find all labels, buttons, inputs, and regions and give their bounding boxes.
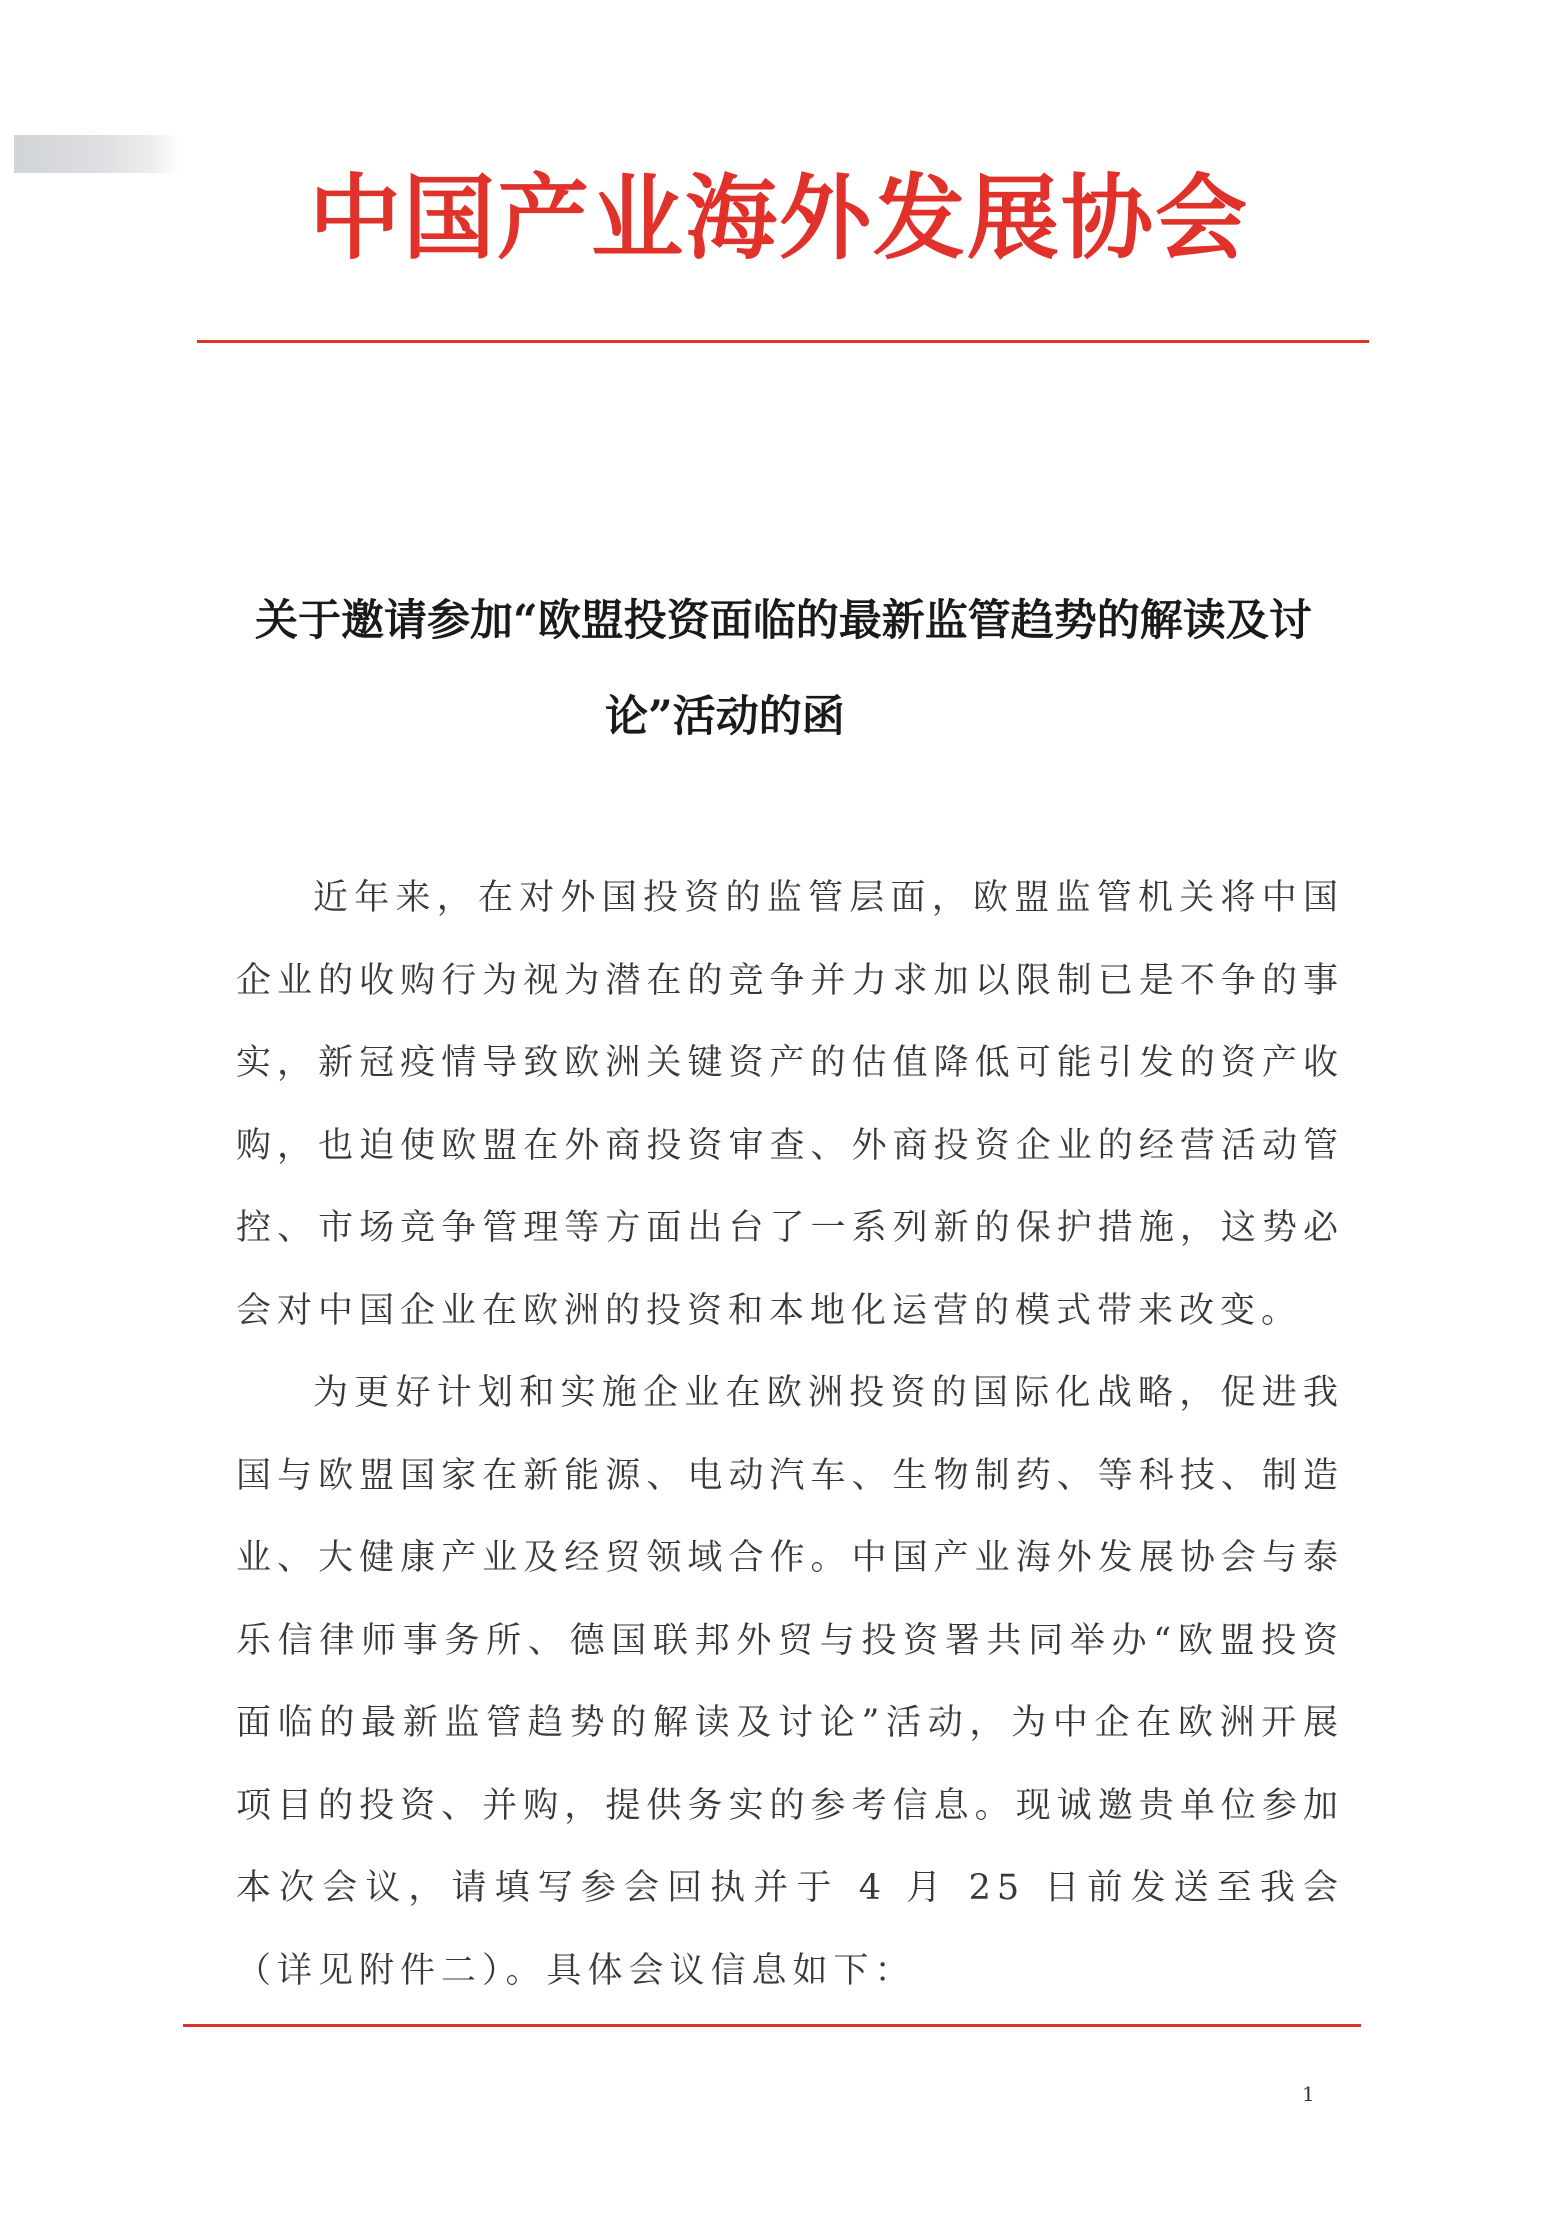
- footer-divider: [183, 2024, 1361, 2027]
- page-number: 1: [1302, 2082, 1315, 2106]
- document-title: [255, 596, 1355, 743]
- body-paragraph-2: 为更好计划和实施企业在欧洲投资的国际化战略，促进我国与欧盟国家在新能源、电动汽车、生物制药、等科技、制造业、大健康产业及经贸领域合作。中国产业海外发展协会与泰乐信律师事务所、德国联邦外贸与投资署共同举办“欧盟投资面临的最新监管趋势的解读及讨论”活动，为中企在欧洲开展项目的投资、并购，提供务实的参考信息。现诚邀贵单位参加本次会议，请填写参会回执并于 4 月 25 日前发送至我会（详见附件二）。具体会议信息如下：: [236, 1373, 1344, 1991]
- letterhead-organization: 中国产业海外发展协会: [308, 164, 1249, 272]
- document-body: [236, 857, 1344, 2012]
- document-title-line2: 论”活动的函: [605, 691, 845, 742]
- body-paragraph-1: 近年来，在对外国投资的监管层面，欧盟监管机关将中国企业的收购行为视为潜在的竞争并力求加以限制已是不争的事实，新冠疫情导致欧洲关键资产的估值降低可能引发的资产收购，也迫使欧盟在外商投资审查、外商投资企业的经营活动管控、市场竞争管理等方面出台了一系列新的保护措施，这势必会对中国企业在欧洲的投资和本地化运营的模式带来改变。: [236, 878, 1344, 1331]
- letterhead-divider: [197, 340, 1369, 343]
- document-title-line1: 关于邀请参加“欧盟投资面临的最新监管趋势的解读及讨: [255, 596, 1312, 646]
